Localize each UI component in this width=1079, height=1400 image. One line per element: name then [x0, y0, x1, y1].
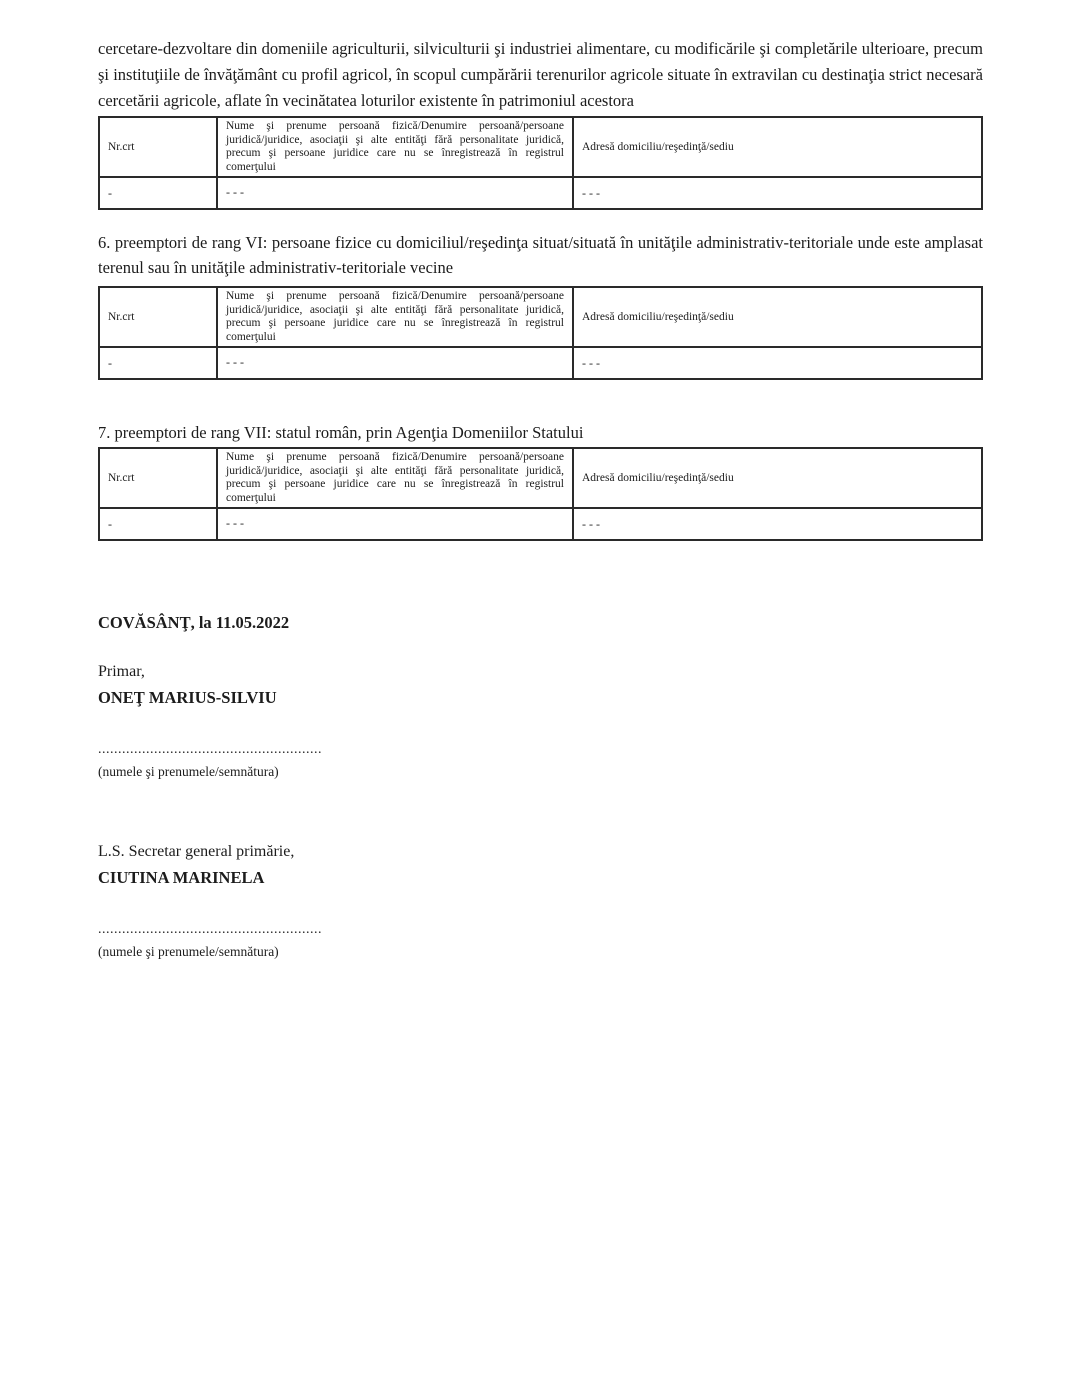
cell-address: - - -: [573, 347, 982, 379]
secretary-name: CIUTINA MARINELA: [98, 868, 265, 887]
table-header-row: [99, 287, 982, 347]
column-header-address: Adresă domiciliu/reşedinţă/sediu: [573, 448, 982, 508]
column-header-name: Nume şi prenume persoană fizică/Denumire persoană/persoane juridică/juridice, asociaţii şi alte entităţi fără personalitate juridică, precum şi persoane juridice care nu se înregistrează în registrul comerţului: [217, 117, 573, 177]
secretary-signature-dots-line: ........................................................: [98, 922, 322, 937]
column-header-address: Adresă domiciliu/reşedinţă/sediu: [573, 117, 982, 177]
table-row: [99, 508, 982, 540]
column-header-name: Nume şi prenume persoană fizică/Denumire persoană/persoane juridică/juridice, asociaţii şi alte entităţi fără personalitate juridică, precum şi persoane juridice care nu se înregistrează în registrul comerţului: [217, 287, 573, 347]
cell-name: - - -: [217, 347, 573, 379]
preemptor-table-rang-vi: [98, 286, 983, 380]
preemptor-table-rang-v-continued: [98, 116, 983, 210]
column-header-nr-crt: Nr.crt: [99, 287, 217, 347]
secretary-signature-caption: (numele şi prenumele/semnătura): [98, 944, 279, 959]
intro-paragraph: cercetare-dezvoltare din domeniile agriculturii, silviculturii şi industriei alimentare, cu modificările şi completările ulterioare, precum şi instituţiile de învăţământ cu profil agricol, în scopul cumpărării terenurilor agricole situate în extravilan cu destinaţia strict necesară cercetării agricole, aflate în vecinătatea loturilor existente în patrimoniul acestora: [98, 39, 983, 110]
place-date-line: COVĂSÂNŢ, la 11.05.2022: [98, 613, 290, 632]
table-header-row: [99, 117, 982, 177]
table-header-row: [99, 448, 982, 508]
cell-name: - - -: [217, 177, 573, 209]
cell-nr: -: [99, 347, 217, 379]
table-row: [99, 347, 982, 379]
column-header-address: Adresă domiciliu/reşedinţă/sediu: [573, 287, 982, 347]
cell-name: - - -: [217, 508, 573, 540]
preemptor-table-rang-vii: [98, 447, 983, 541]
mayor-signature-caption: (numele şi prenumele/semnătura): [98, 764, 279, 779]
section-heading-rang-vii: 7. preemptori de rang VII: statul român, prin Agenţia Domeniilor Statului: [98, 423, 584, 442]
cell-address: - - -: [573, 177, 982, 209]
signature-block: [98, 613, 983, 961]
mayor-name: ONEŢ MARIUS-SILVIU: [98, 688, 277, 707]
column-header-nr-crt: Nr.crt: [99, 448, 217, 508]
mayor-title: Primar,: [98, 663, 145, 680]
cell-nr: -: [99, 508, 217, 540]
column-header-name: Nume şi prenume persoană fizică/Denumire persoană/persoane juridică/juridice, asociaţii şi alte entităţi fără personalitate juridică, precum şi persoane juridice care nu se înregistrează în registrul comerţului: [217, 448, 573, 508]
column-header-nr-crt: Nr.crt: [99, 117, 217, 177]
mayor-signature-dots-line: ........................................................: [98, 742, 322, 757]
cell-nr: -: [99, 177, 217, 209]
secretary-title: L.S. Secretar general primărie,: [98, 843, 295, 860]
section-heading-rang-vi: 6. preemptori de rang VI: persoane fizice cu domiciliul/reşedinţa situat/situată în unităţile administrativ-teritoriale unde este amplasat terenul sau în unităţile administrativ-teritoriale vecine: [98, 233, 983, 277]
table-row: [99, 177, 982, 209]
cell-address: - - -: [573, 508, 982, 540]
